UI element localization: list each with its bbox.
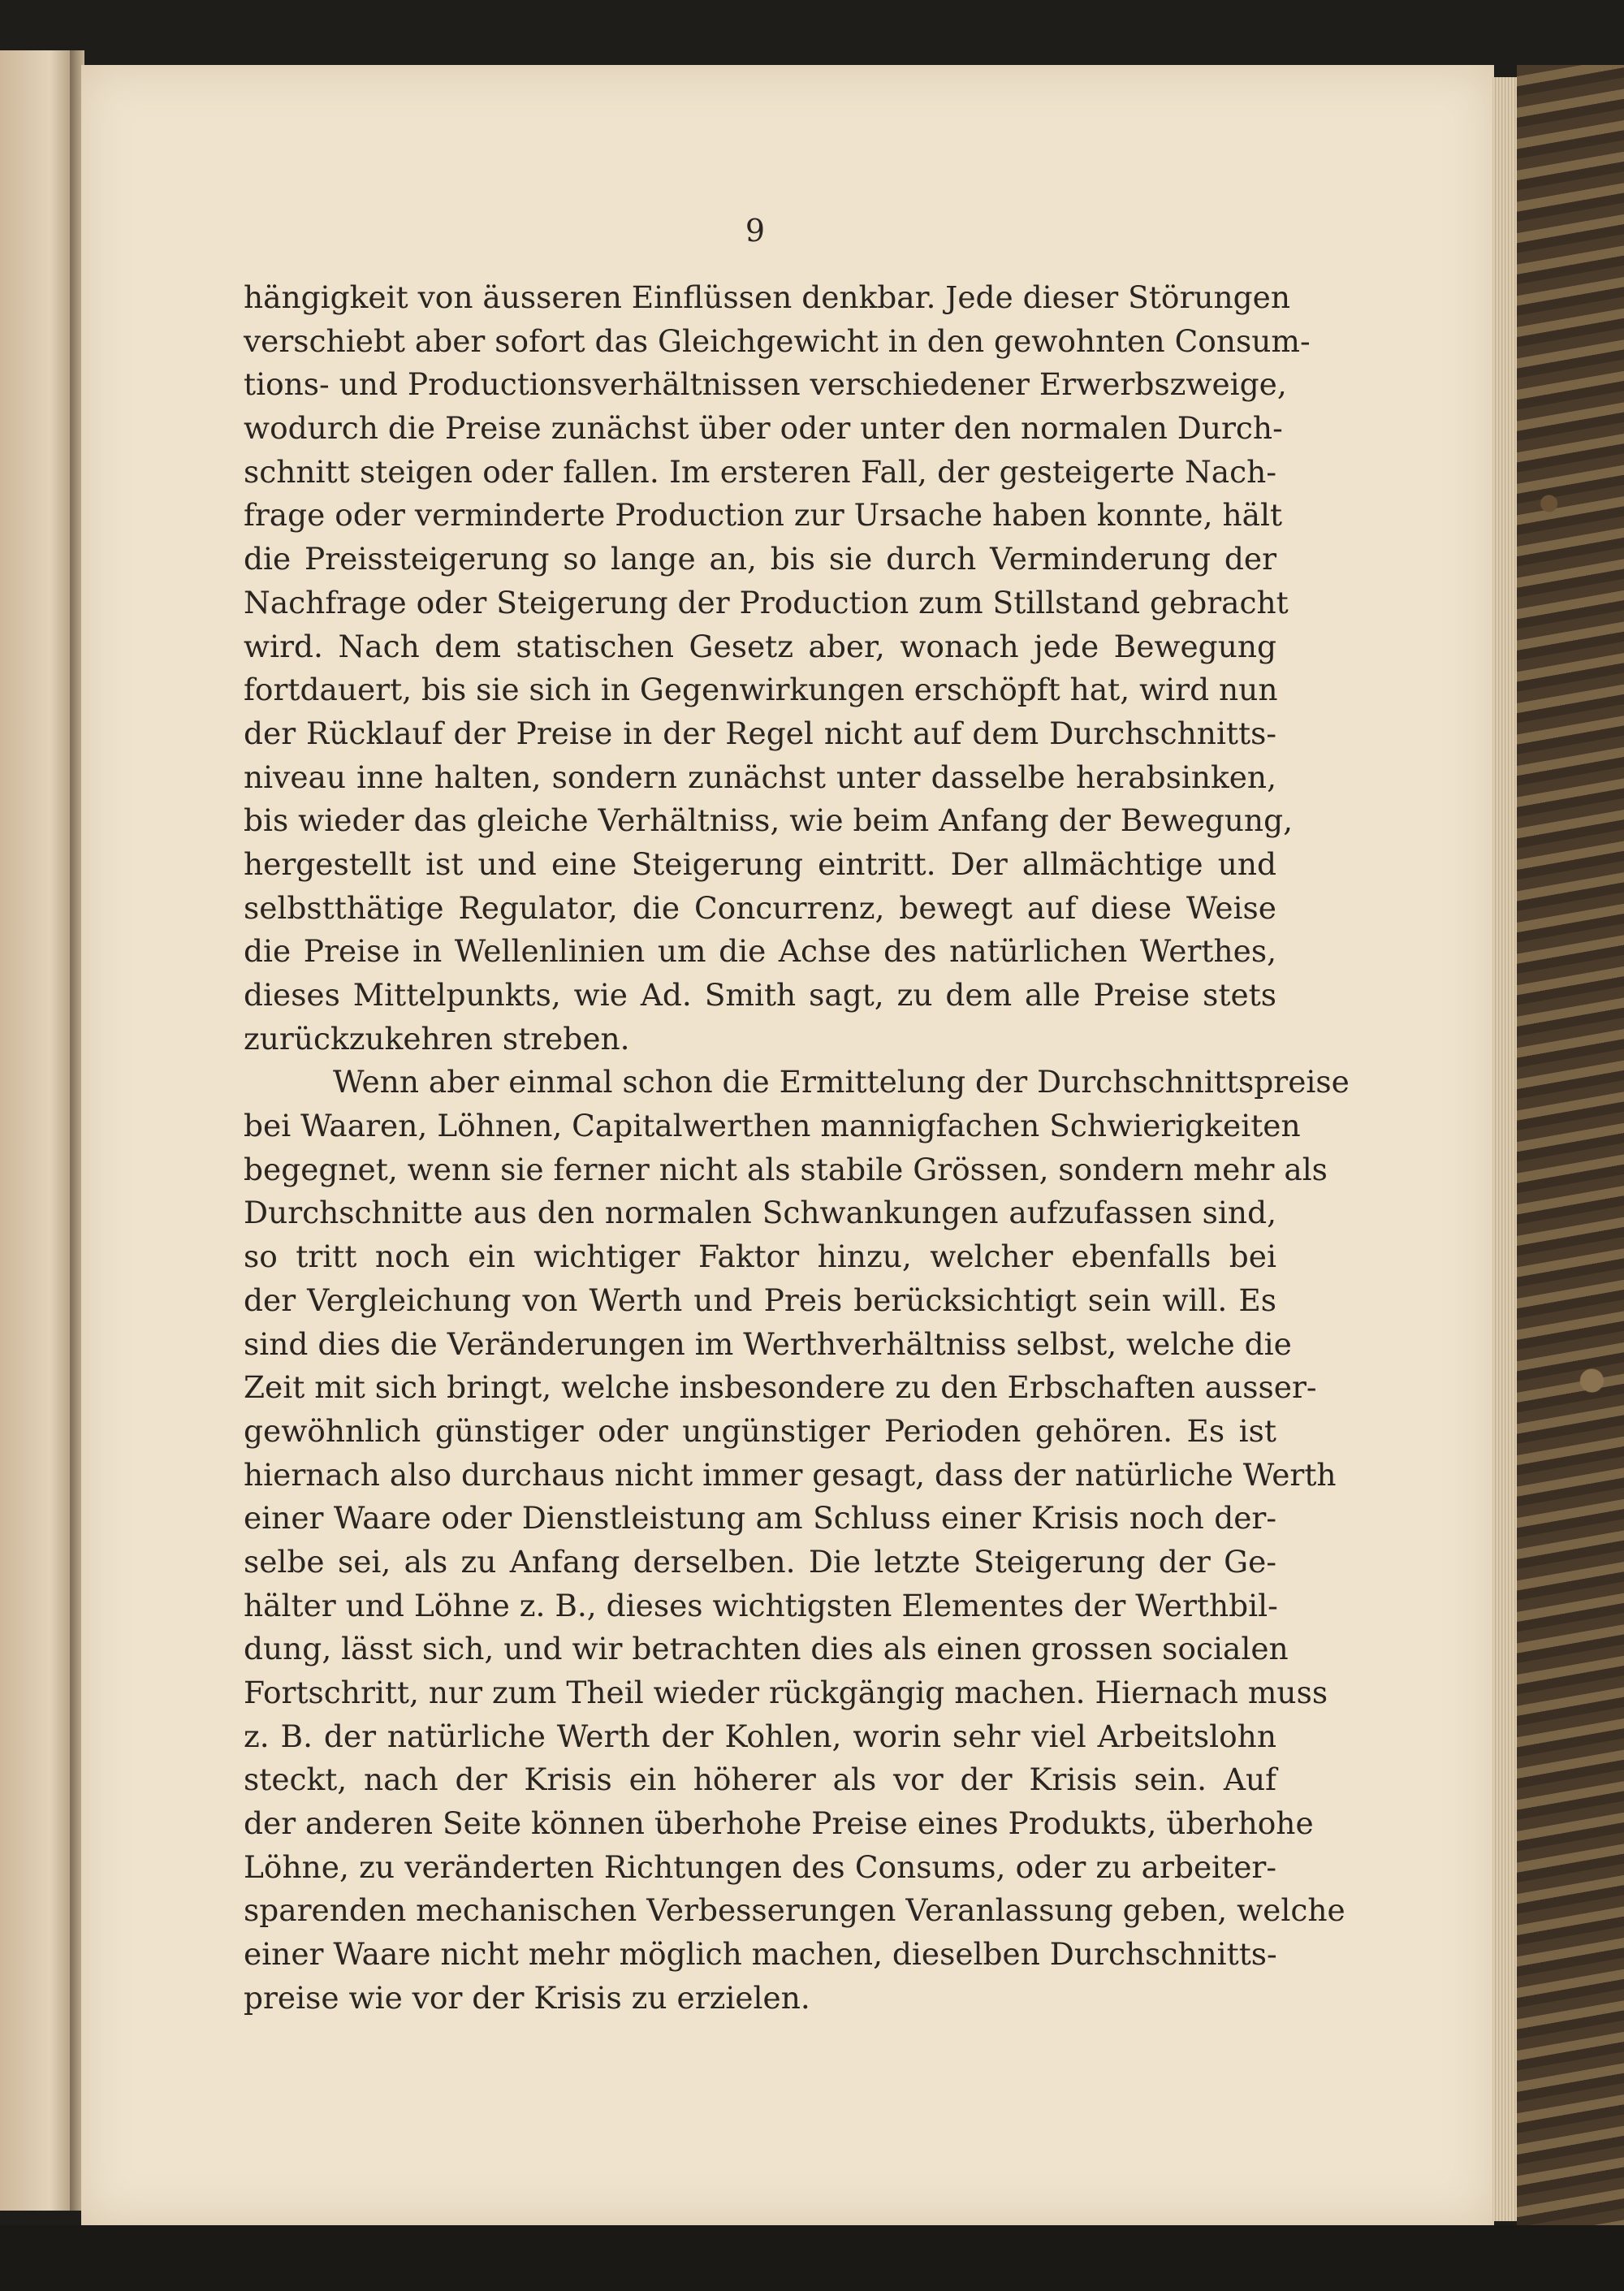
body-text: [244, 276, 1350, 2021]
text-line: steckt, nach der Krisis ein höherer als vor der Krisis sein. Auf: [244, 1761, 1276, 1798]
text-line: hälter und Löhne z. B., dieses wichtigsten Elementes der Werthbil-: [244, 1587, 1278, 1623]
text-line: Durchschnitte aus den normalen Schwankungen aufzufassen sind,: [244, 1195, 1276, 1231]
text-line: hiernach also durchaus nicht immer gesagt, dass der natürliche Werth: [244, 1456, 1337, 1493]
text-line: einer Waare nicht mehr möglich machen, dieselben Durchschnitts-: [244, 1936, 1277, 1973]
text-line: selbe sei, als zu Anfang derselben. Die letzte Steigerung der Ge-: [244, 1543, 1276, 1580]
text-line: gewöhnlich günstiger oder ungünstiger Perioden gehören. Es ist: [244, 1412, 1276, 1449]
text-line: die Preissteigerung so lange an, bis sie durch Verminderung der: [244, 541, 1276, 577]
text-line: schnitt steigen oder fallen. Im ersteren Fall, der gesteigerte Nach-: [244, 453, 1276, 490]
text-line: Löhne, zu veränderten Richtungen des Consums, oder zu arbeiter-: [244, 1848, 1276, 1885]
text-line: tions- und Productionsverhältnissen verschiedener Erwerbszweige,: [244, 366, 1287, 403]
page-number: 9: [745, 213, 766, 249]
text-line: so tritt noch ein wichtiger Faktor hinzu, welcher ebenfalls bei: [244, 1238, 1276, 1275]
text-line: z. B. der natürliche Werth der Kohlen, worin sehr viel Arbeitslohn: [244, 1718, 1276, 1754]
paragraph-1: [244, 276, 1311, 1061]
text-line: einer Waare oder Dienstleistung am Schluss einer Krisis noch der-: [244, 1500, 1276, 1537]
left-page-edge: [0, 50, 71, 2211]
text-line: Zeit mit sich bringt, welche insbesondere zu den Erbschaften ausser-: [244, 1369, 1317, 1406]
text-line: Wenn aber einmal schon die Ermittelung der Durchschnittspreise: [333, 1064, 1350, 1100]
text-line: hergestellt ist und eine Steigerung eintritt. Der allmächtige und: [244, 845, 1276, 882]
text-line: niveau inne halten, sondern zunächst unter dasselbe herabsinken,: [244, 759, 1276, 795]
text-line: zurückzukehren streben.: [244, 1020, 630, 1057]
text-line: die Preise in Wellenlinien um die Achse des natürlichen Werthes,: [244, 933, 1276, 970]
text-line: preise wie vor der Krisis zu erzielen.: [244, 1979, 810, 2016]
text-line: wodurch die Preise zunächst über oder unter den normalen Durch-: [244, 410, 1283, 447]
text-line: selbstthätige Regulator, die Concurrenz, bewegt auf diese Weise: [244, 889, 1276, 926]
text-line: sind dies die Veränderungen im Werthverhältniss selbst, welche die: [244, 1325, 1292, 1362]
marbled-cover: [1517, 65, 1624, 2258]
scan-background: [0, 2225, 1624, 2291]
text-line: wird. Nach dem statischen Gesetz aber, wonach jede Bewegung: [244, 628, 1276, 664]
text-line: sparenden mechanischen Verbesserungen Veranlassung geben, welche: [244, 1892, 1345, 1929]
text-line: bis wieder das gleiche Verhältniss, wie beim Anfang der Bewegung,: [244, 802, 1294, 839]
text-line: dieses Mittelpunkts, wie Ad. Smith sagt, zu dem alle Preise stets: [244, 977, 1276, 1013]
text-line: Fortschritt, nur zum Theil wieder rückgängig machen. Hiernach muss: [244, 1675, 1328, 1710]
text-line: fortdauert, bis sie sich in Gegenwirkungen erschöpft hat, wird nun: [244, 672, 1278, 708]
text-line: der Vergleichung von Werth und Preis berücksichtigt sein will. Es: [244, 1282, 1276, 1318]
text-line: frage oder verminderte Production zur Ursache haben konnte, hält: [244, 497, 1283, 534]
page-stack-edge: [1492, 77, 1518, 2221]
text-line: Nachfrage oder Steigerung der Production zum Stillstand gebracht: [244, 584, 1289, 620]
text-line: bei Waaren, Löhnen, Capitalwerthen mannigfachen Schwierigkeiten: [244, 1108, 1301, 1144]
paragraph-2: [244, 1061, 1350, 2020]
text-line: der anderen Seite können überhohe Preise eines Produkts, überhohe: [244, 1805, 1314, 1842]
text-line: verschiebt aber sofort das Gleichgewicht in den gewohnten Consum-: [244, 322, 1311, 359]
text-line: der Rücklauf der Preise in der Regel nicht auf dem Durchschnitts-: [244, 715, 1276, 751]
text-line: dung, lässt sich, und wir betrachten dies als einen grossen socialen: [244, 1631, 1289, 1667]
text-line: begegnet, wenn sie ferner nicht als stabile Grössen, sondern mehr als: [244, 1151, 1328, 1187]
text-line: hängigkeit von äusseren Einflüssen denkbar. Jede dieser Störungen: [244, 279, 1291, 315]
